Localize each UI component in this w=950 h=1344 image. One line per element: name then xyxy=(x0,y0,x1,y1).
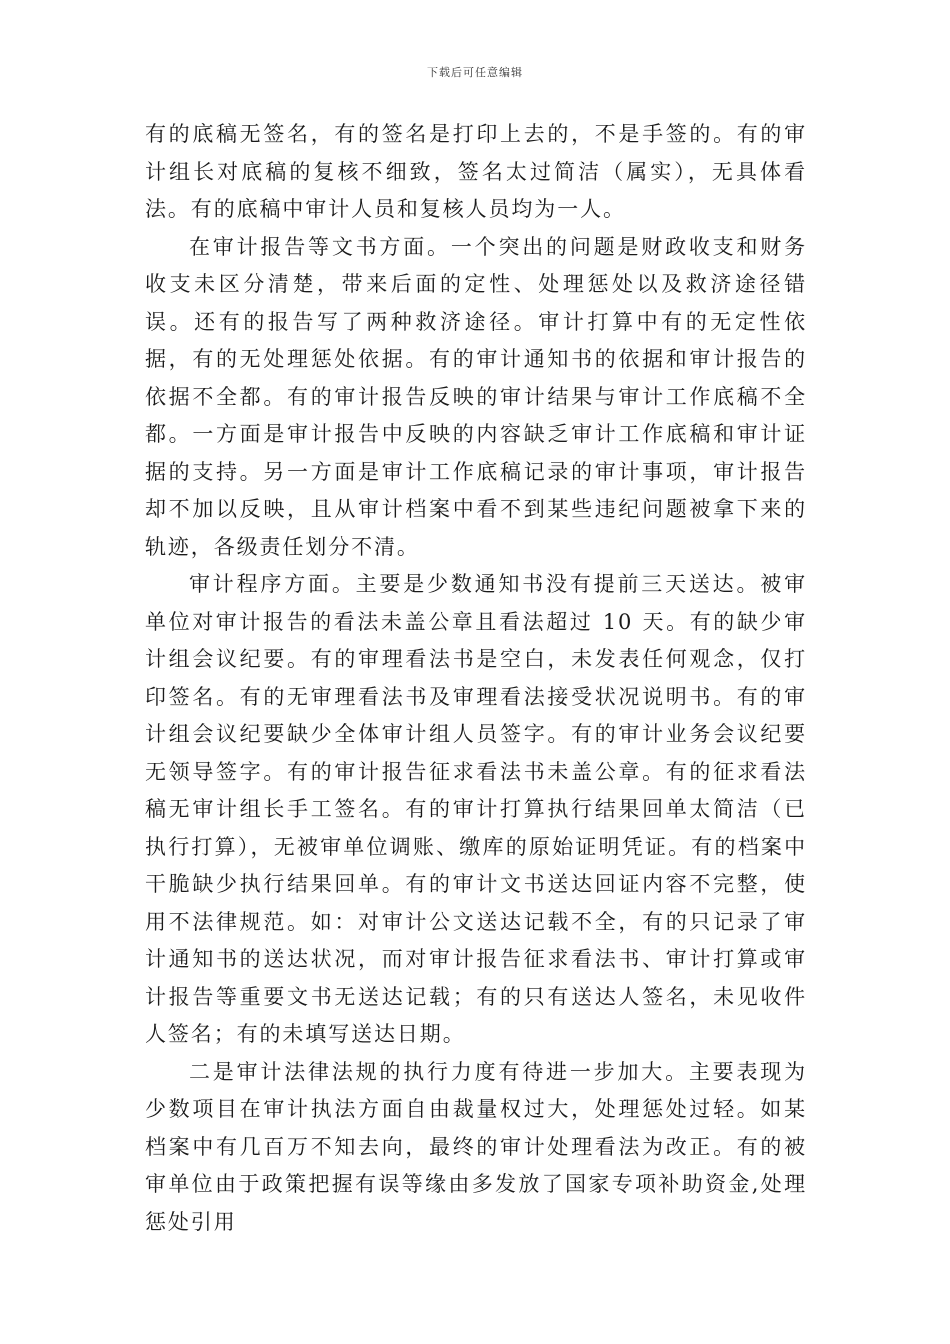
paragraph-4: 二是审计法律法规的执行力度有待进一步加大。主要表现为少数项目在审计执法方面自由裁量权过大，处理惩处过轻。如某档案中有几百万不知去向，最终的审计处理看法为改正。有的被审单位由于政策把握有误等缘由多发放了国家专项补助资金,处理惩处引用 xyxy=(145,1059,807,1234)
paragraph-1: 有的底稿无签名，有的签名是打印上去的，不是手签的。有的审计组长对底稿的复核不细致，签名太过简洁（属实），无具体看法。有的底稿中审计人员和复核人员均为一人。 xyxy=(145,122,807,221)
paragraph-3: 审计程序方面。主要是少数通知书没有提前三天送达。被审单位对审计报告的看法未盖公章且看法超过 10 天。有的缺少审计组会议纪要。有的审理看法书是空白，未发表任何观念，仅打印签名。有的无审理看法书及审理看法接受状况说明书。有的审计组会议纪要缺少全体审计组人员签字。有的审计业务会议纪要无领导签字。有的审计报告征求看法书未盖公章。有的征求看法稿无审计组长手工签名。有的审计打算执行结果回单太简洁（已执行打算），无被审单位调账、缴库的原始证明凭证。有的档案中干脆缺少执行结果回单。有的审计文书送达回证内容不完整，使用不法律规范。如：对审计公文送达记载不全，有的只记录了审计通知书的送达状况，而对审计报告征求看法书、审计打算或审计报告等重要文书无送达记载；有的只有送达人签名，未见收件人签名；有的未填写送达日期。 xyxy=(145,572,807,1046)
paragraph-2: 在审计报告等文书方面。一个突出的问题是财政收支和财务收支未区分清楚，带来后面的定性、处理惩处以及救济途径错误。还有的报告写了两种救济途径。审计打算中有的无定性依据，有的无处理惩处依据。有的审计通知书的依据和审计报告的依据不全都。有的审计报告反映的审计结果与审计工作底稿不全都。一方面是审计报告中反映的内容缺乏审计工作底稿和审计证据的支持。另一方面是审计工作底稿记录的审计事项，审计报告却不加以反映，且从审计档案中看不到某些违纪问题被拿下来的轨迹，各级责任划分不清。 xyxy=(145,234,807,559)
page-header-note: 下载后可任意编辑 xyxy=(427,66,523,79)
document-body xyxy=(145,116,807,1241)
